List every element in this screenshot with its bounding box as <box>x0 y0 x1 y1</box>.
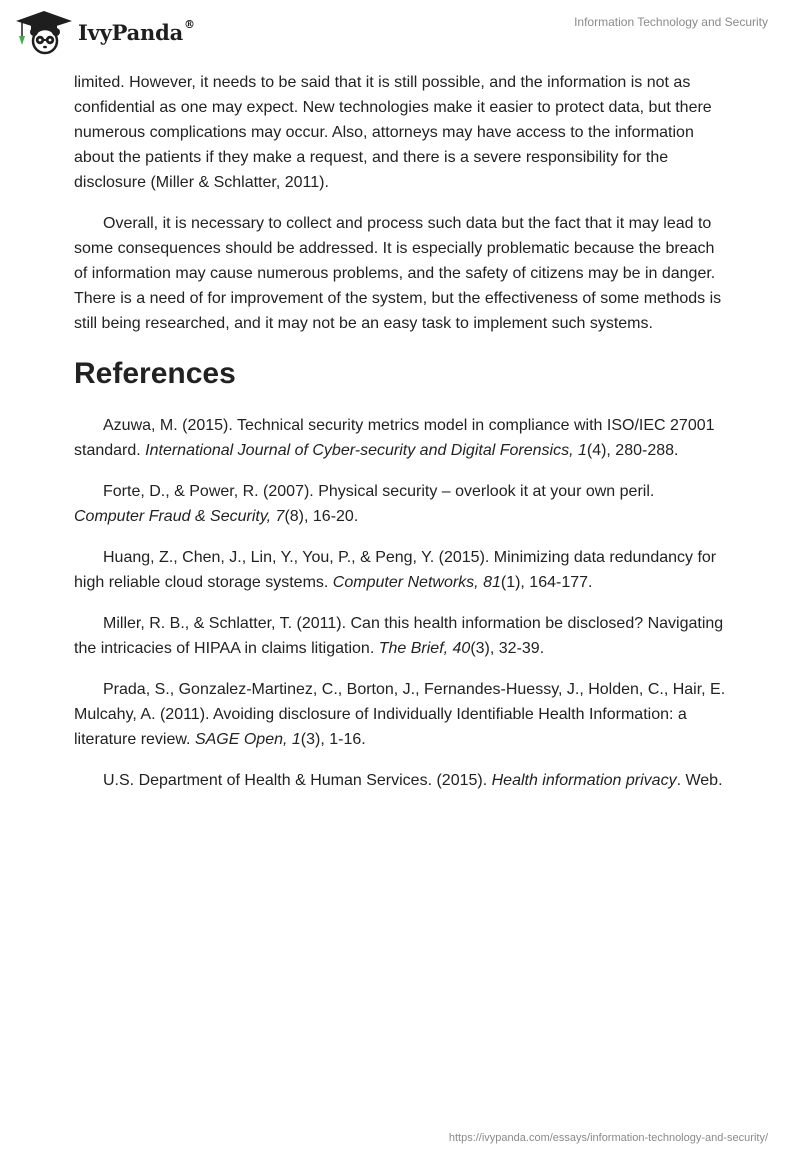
source-url[interactable]: https://ivypanda.com/essays/information-technology-and-security/ <box>448 1132 768 1144</box>
reference-list <box>74 413 726 793</box>
brand-logo[interactable] <box>14 9 195 55</box>
document-title: Information Technology and Security <box>574 15 768 29</box>
reference-item: Forte, D., & Power, R. (2007). Physical security – overlook it at your own peril. Computer Fraud & Security, 7(8), 16-20. <box>74 483 655 525</box>
essay-content <box>74 70 726 809</box>
references-heading: References <box>74 357 236 390</box>
page-header <box>0 0 800 64</box>
reference-item: U.S. Department of Health & Human Services. (2015). Health information privacy. Web. <box>103 772 723 789</box>
registered-mark: ® <box>184 17 195 31</box>
reference-item: Prada, S., Gonzalez-Martinez, C., Borton, J., Fernandes-Huessy, J., Holden, C., Hair, E. Mulcahy, A. (2011). Avoiding disclosure of Individually Identifiable Health Information: a literature review. SAGE Open, 1(3), 1-16. <box>74 681 726 748</box>
reference-item: Miller, R. B., & Schlatter, T. (2011). Can this health information be disclosed? Navigating the intricacies of HIPAA in claims litigation. The Brief, 40(3), 32-39. <box>74 615 724 657</box>
panda-graduate-icon <box>14 9 74 55</box>
reference-item: Huang, Z., Chen, J., Lin, Y., You, P., & Peng, Y. (2015). Minimizing data redundancy for high reliable cloud storage systems. Computer Networks, 81(1), 164-177. <box>74 549 717 591</box>
reference-item: Azuwa, M. (2015). Technical security metrics model in compliance with ISO/IEC 27001 standard. International Journal of Cyber-security and Digital Forensics, 1(4), 280-288. <box>74 417 715 459</box>
body-paragraph: limited. However, it needs to be said that it is still possible, and the information is not as confidential as one may expect. New technologies make it easier to protect data, but there numerous complications may occur. Also, attorneys may have access to the information about the patients if they make a request, and there is a severe responsibility for the disclosure (Miller & Schlatter, 2011). <box>74 74 712 191</box>
body-paragraph: Overall, it is necessary to collect and process such data but the fact that it may lead to some consequences should be addressed. It is especially problematic because the breach of information may cause numerous problems, and the safety of citizens may be in danger. There is a need of for improvement of the system, but the effectiveness of some methods is still being researched, and it may not be an easy task to implement such systems. <box>74 215 722 332</box>
brand-name: IvyPanda® <box>78 17 195 45</box>
